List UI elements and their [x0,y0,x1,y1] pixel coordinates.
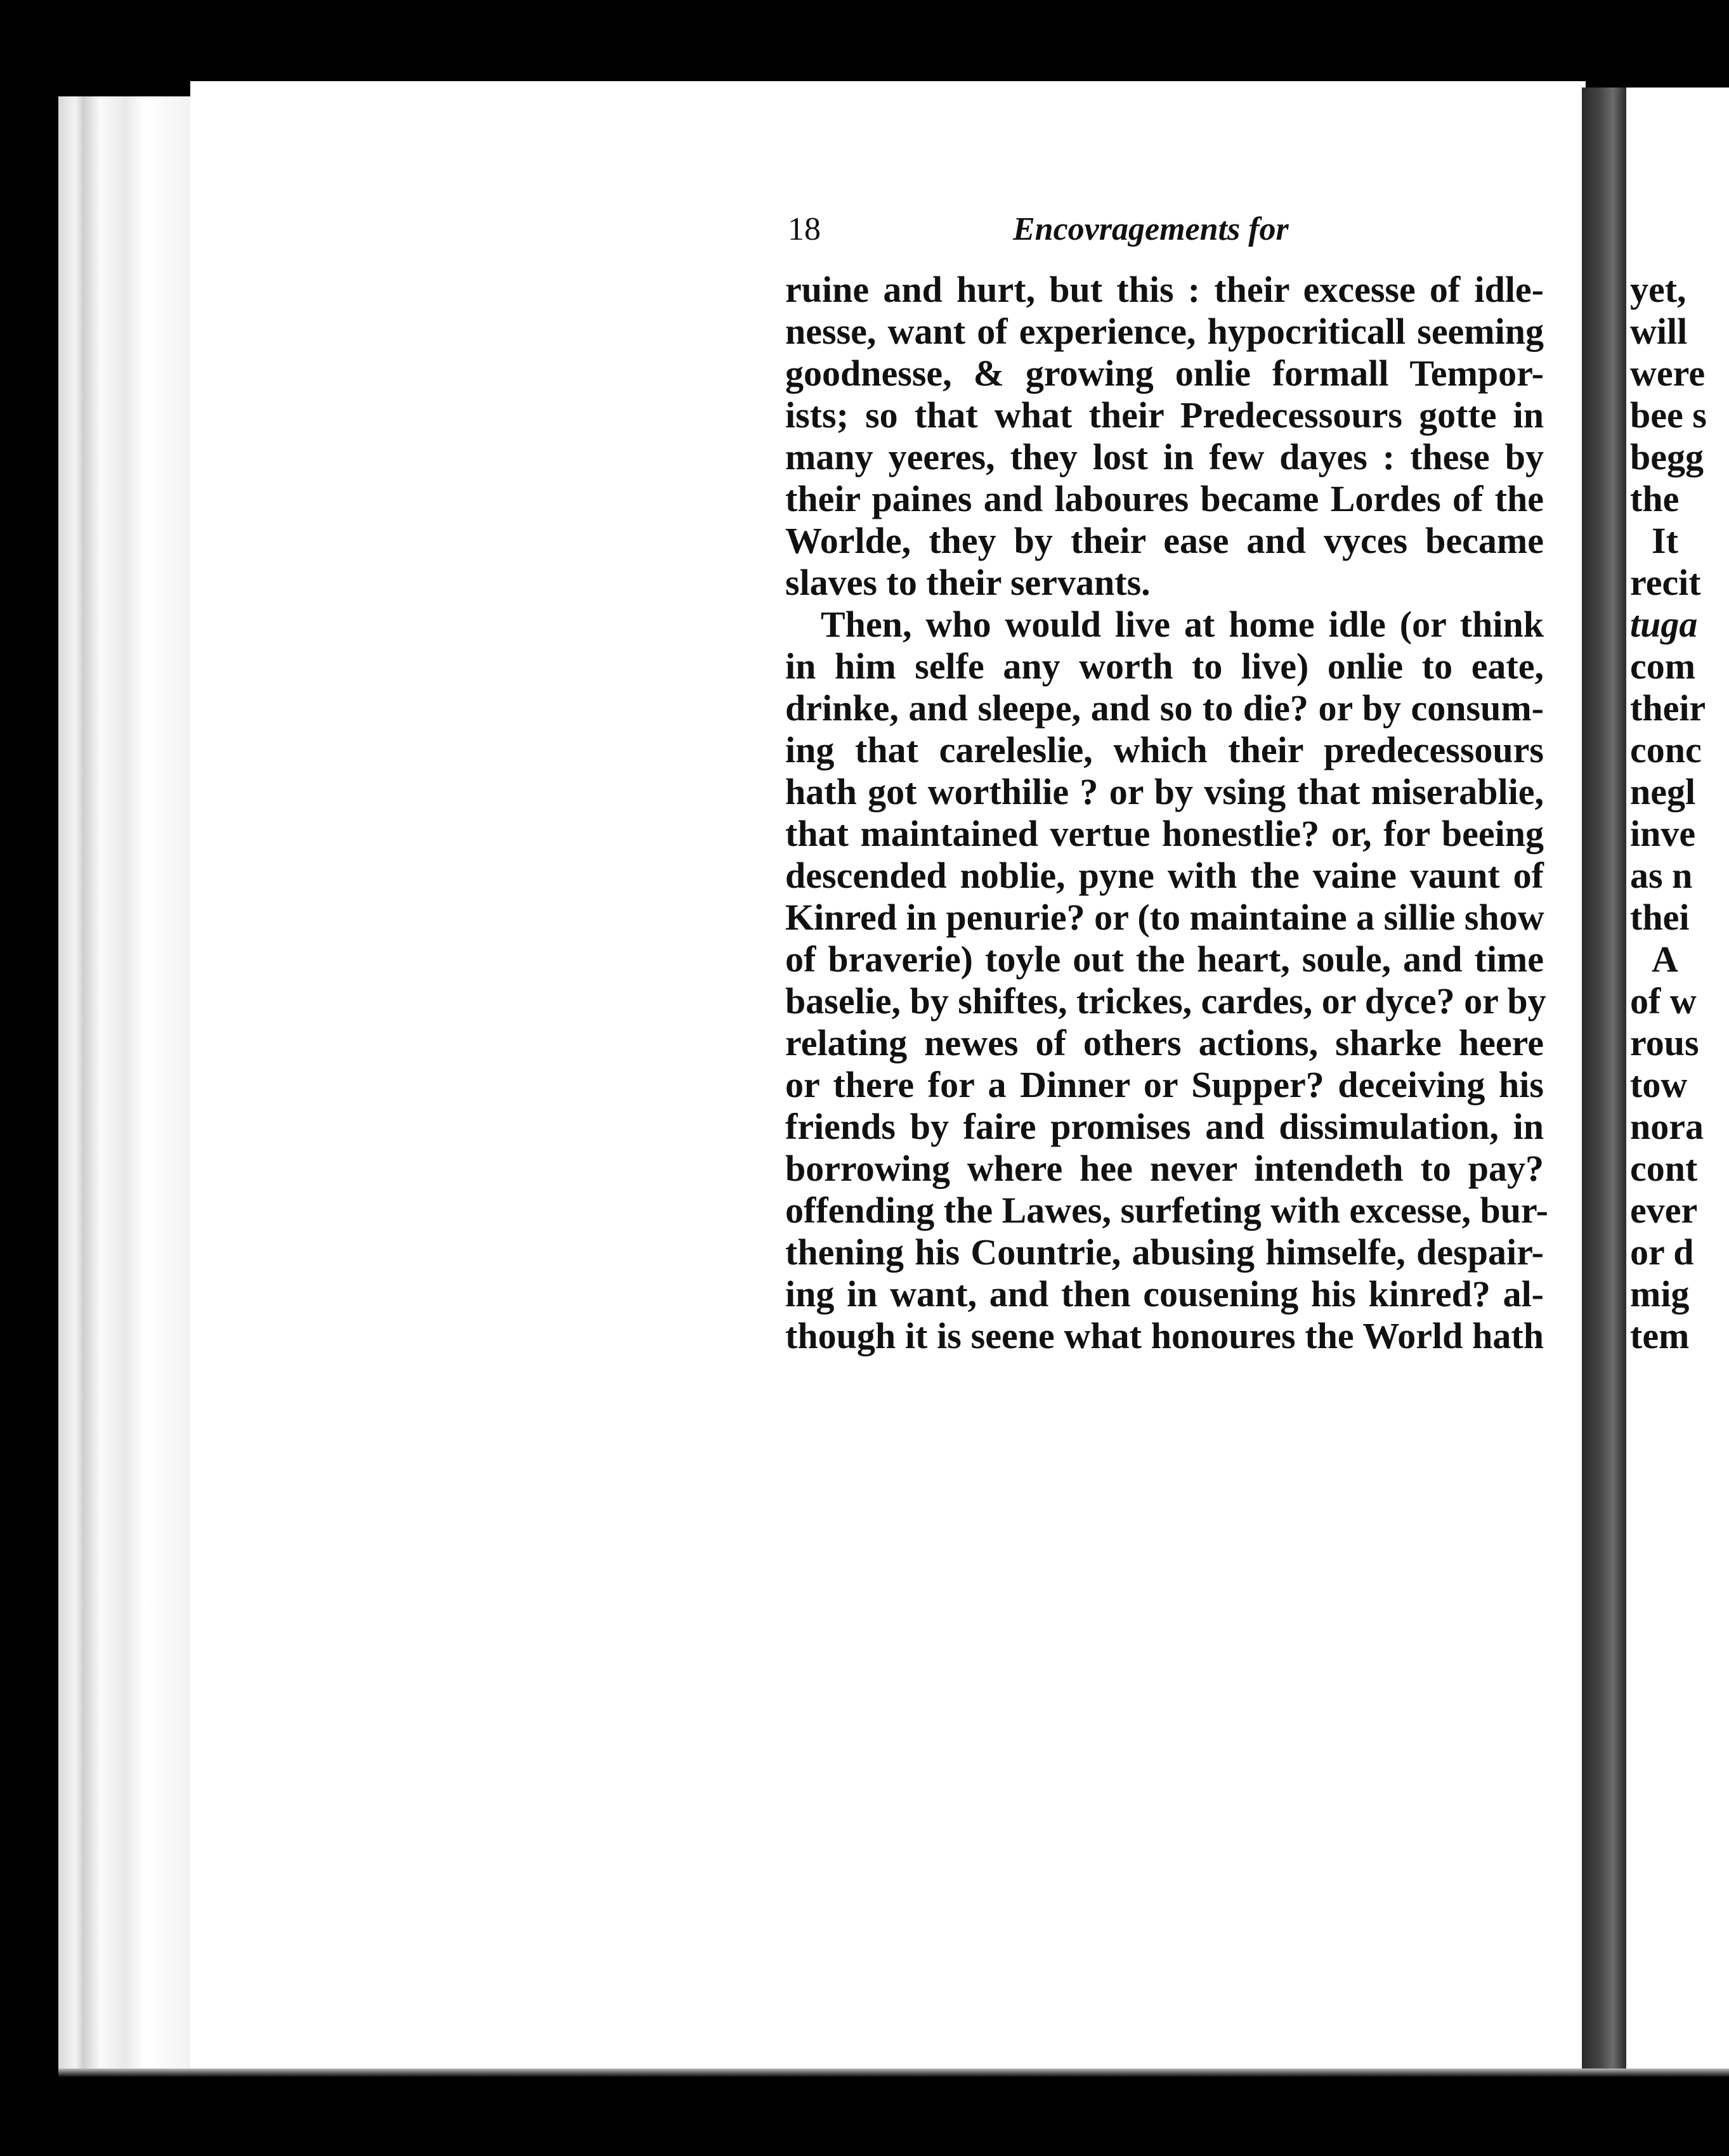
left-page-edges [58,96,198,2068]
facing-text-line: nora [1630,1106,1704,1147]
running-head [788,211,1549,261]
facing-text-line: recit [1630,562,1701,603]
facing-text-line: negl [1630,771,1696,812]
facing-text-line: begg [1630,436,1704,477]
facing-text-line: tem [1630,1315,1690,1356]
text-line: in him selfe any worth to live) onlie to eate, [785,646,1544,687]
text-line: ists; so that what their Predecessours gotte in [785,394,1544,436]
facing-text-line: tuga [1630,604,1698,645]
facing-text-line: conc [1630,729,1702,770]
text-line: goodnesse, & growing onlie formall Tempor- [785,353,1544,394]
text-line: of braverie) toyle out the heart, soule, and time [785,938,1544,980]
facing-text-line: bee s [1630,394,1707,436]
facing-text-line: ever [1630,1190,1698,1231]
facing-text-line: thei [1630,897,1690,938]
facing-text-line: were [1630,353,1706,394]
text-line: that maintained vertue honestlie? or, for beeing [785,813,1544,854]
facing-text-line: It [1652,520,1678,561]
text-line: slaves to their servants. [785,562,1151,603]
facing-text-line: or d [1630,1231,1694,1273]
facing-text-line: mig [1630,1273,1690,1315]
facing-text-line: of w [1630,980,1697,1022]
facing-text-line: their [1630,687,1706,729]
text-line: Then, who would live at home idle (or think [821,604,1544,645]
text-line: many yeeres, they lost in few dayes : these by [785,436,1544,477]
facing-text-line: cont [1630,1148,1698,1189]
text-line: relating newes of others actions, sharke heere [785,1022,1544,1063]
page-body-text [785,269,1548,1357]
text-line: Kinred in penurie? or (to maintaine a sillie show [785,897,1544,938]
text-line: descended noblie, pyne with the vaine vaunt of [785,855,1544,896]
text-line: nesse, want of experience, hypocriticall seeming [785,311,1544,352]
facing-text-line: will [1630,311,1688,352]
text-line: though it is seene what honoures the World hath [785,1315,1544,1356]
facing-text-line: as n [1630,855,1693,896]
text-line: ruine and hurt, but this : their excesse of idle- [785,269,1544,310]
facing-page-text-fragment [1630,269,1729,1357]
text-line: or there for a Dinner or Supper? deceiving his [785,1064,1544,1105]
facing-text-line: A [1652,938,1678,980]
text-line: Worlde, they by their ease and vyces became [785,520,1544,561]
text-line: ing in want, and then cousening his kinred? al- [785,1273,1544,1315]
text-line: their paines and laboures became Lordes of the [785,478,1544,519]
text-line: ing that careleslie, which their predecessours [785,729,1544,770]
page-number: 18 [788,211,821,247]
text-line: borrowing where hee never intendeth to pay? [785,1148,1544,1189]
text-line: offending the Lawes, surfeting with excesse, bur- [785,1190,1548,1231]
facing-text-line: yet, [1630,269,1687,310]
facing-text-line: tow [1630,1064,1688,1105]
bottom-page-shadow [58,2068,1729,2077]
facing-text-line: the [1630,478,1680,519]
facing-text-line: inve [1630,813,1696,854]
facing-text-line: com [1630,646,1696,687]
text-line: thening his Countrie, abusing himselfe, despair- [785,1231,1544,1273]
text-line: friends by faire promises and dissimulation, in [785,1106,1544,1147]
text-line: baselie, by shiftes, trickes, cardes, or dyce? or by [785,980,1546,1022]
book-gutter-shadow [1582,88,1626,2069]
running-head-title: Encovragements for [1013,211,1289,247]
text-line: hath got worthilie ? or by vsing that miserablie, [785,771,1544,812]
text-line: drinke, and sleepe, and so to die? or by consum- [785,687,1544,729]
facing-text-line: rous [1630,1022,1699,1063]
